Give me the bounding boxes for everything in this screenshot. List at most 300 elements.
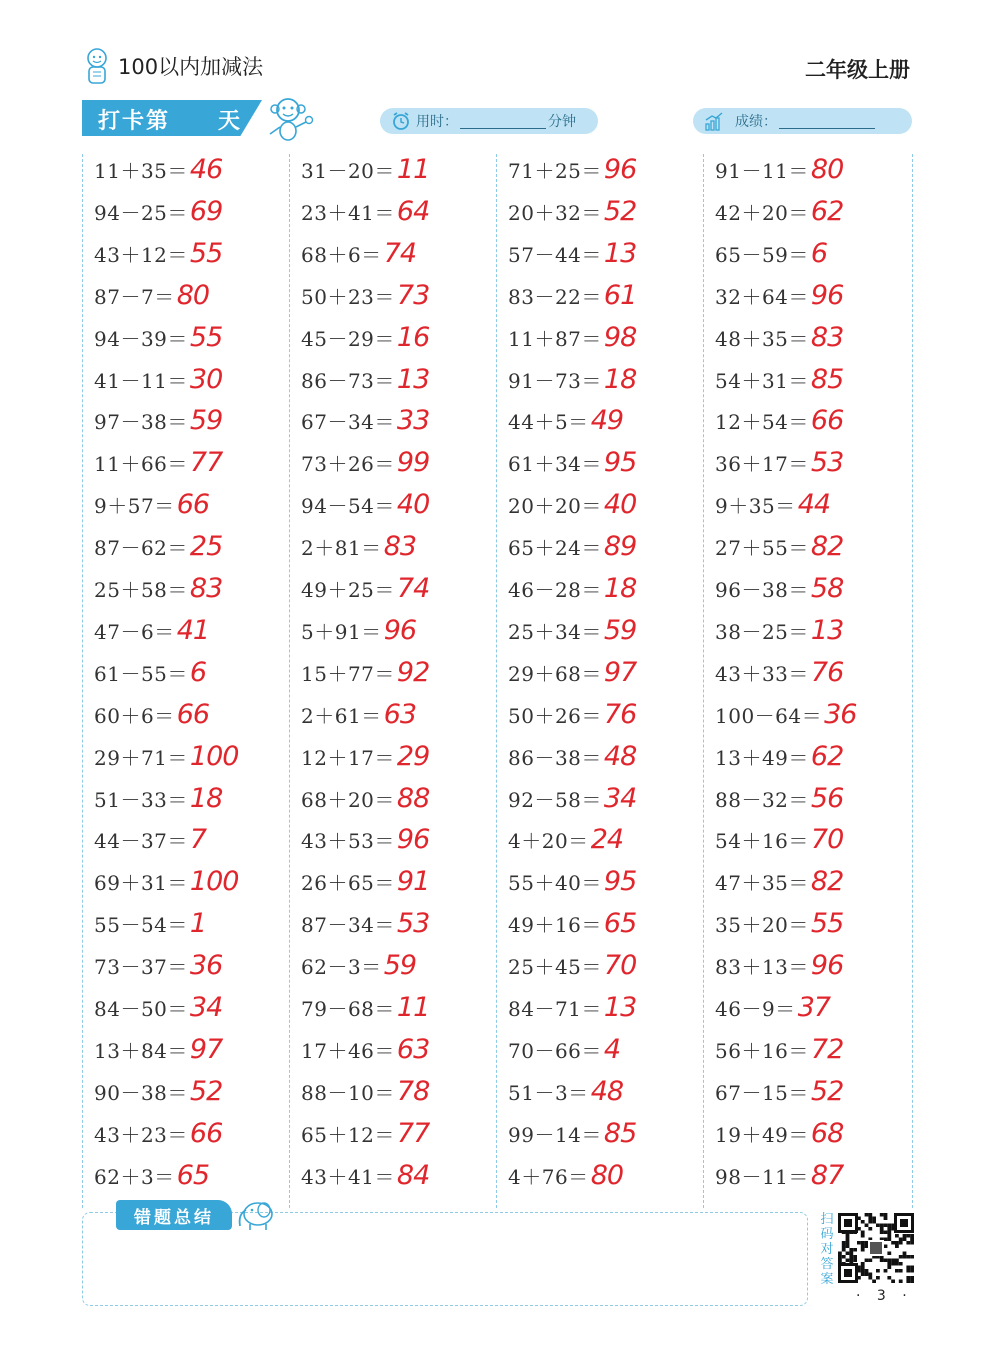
exercise-row xyxy=(715,741,843,783)
exercise-row xyxy=(715,531,843,573)
equation: 65＋12＝ xyxy=(301,1122,395,1147)
exercise-row xyxy=(715,1076,843,1118)
exercise-row xyxy=(508,866,636,908)
daybar-day-word: 天 xyxy=(218,109,241,134)
handwritten-answer: 96 xyxy=(396,824,430,856)
exercise-row xyxy=(508,531,636,573)
exercise-row xyxy=(301,1076,429,1118)
handwritten-answer: 30 xyxy=(189,363,223,395)
equation: 54＋31＝ xyxy=(715,368,809,393)
equation: 67－34＝ xyxy=(301,410,395,435)
exercise-row xyxy=(94,783,222,825)
equation: 41－11＝ xyxy=(94,368,188,393)
equation: 68＋6＝ xyxy=(301,242,382,267)
handwritten-answer: 61 xyxy=(603,279,637,311)
equation: 43＋23＝ xyxy=(94,1122,188,1147)
handwritten-answer: 66 xyxy=(176,698,210,730)
equation: 43＋12＝ xyxy=(94,242,188,267)
exercise-row xyxy=(94,280,209,322)
handwritten-answer: 40 xyxy=(396,489,430,521)
growth-chart-icon xyxy=(703,110,725,132)
handwritten-answer: 95 xyxy=(603,447,637,479)
lion-mascot-icon xyxy=(82,46,112,86)
exercise-row xyxy=(508,1076,623,1118)
equation: 25＋45＝ xyxy=(508,955,602,980)
equation: 13＋49＝ xyxy=(715,745,809,770)
equation: 61＋34＝ xyxy=(508,452,602,477)
handwritten-answer: 83 xyxy=(383,531,417,563)
handwritten-answer: 100 xyxy=(189,740,239,772)
handwritten-answer: 59 xyxy=(603,614,637,646)
handwritten-answer: 76 xyxy=(810,656,844,688)
exercise-row xyxy=(715,657,843,699)
equation: 19＋49＝ xyxy=(715,1122,809,1147)
equation: 50＋26＝ xyxy=(508,703,602,728)
exercise-row xyxy=(94,405,222,447)
exercise-row xyxy=(94,1118,222,1160)
handwritten-answer: 59 xyxy=(383,950,417,982)
equation: 92－58＝ xyxy=(508,787,602,812)
handwritten-answer: 59 xyxy=(189,405,223,437)
handwritten-answer: 34 xyxy=(603,782,637,814)
exercise-row xyxy=(301,699,416,741)
exercise-row xyxy=(94,1160,209,1202)
exercise-row xyxy=(508,950,636,992)
exercise-row xyxy=(715,992,830,1034)
handwritten-answer: 48 xyxy=(603,740,637,772)
handwritten-answer: 89 xyxy=(603,531,637,563)
equation: 70－66＝ xyxy=(508,1038,602,1063)
exercise-row xyxy=(508,447,636,489)
exercise-row xyxy=(94,573,222,615)
equation: 48＋35＝ xyxy=(715,326,809,351)
exercise-row xyxy=(301,1118,429,1160)
handwritten-answer: 37 xyxy=(797,992,831,1023)
exercise-row xyxy=(715,489,830,531)
equation: 31－20＝ xyxy=(301,159,395,183)
handwritten-answer: 24 xyxy=(590,824,624,856)
exercise-row xyxy=(715,196,843,238)
handwritten-answer: 65 xyxy=(603,908,637,940)
handwritten-answer: 36 xyxy=(189,950,223,982)
equation: 69＋31＝ xyxy=(94,871,188,896)
handwritten-answer: 11 xyxy=(396,154,430,185)
handwritten-answer: 25 xyxy=(189,531,223,563)
handwritten-answer: 13 xyxy=(603,237,637,269)
exercise-sheet xyxy=(82,154,914,1208)
exercise-row xyxy=(715,573,843,615)
handwritten-answer: 77 xyxy=(396,1117,430,1149)
handwritten-answer: 73 xyxy=(396,279,430,311)
equation: 62－3＝ xyxy=(301,955,382,980)
exercise-row xyxy=(94,238,222,280)
equation: 25＋34＝ xyxy=(508,619,602,644)
time-blank[interactable] xyxy=(460,114,546,129)
time-unit: 分钟 xyxy=(548,114,576,130)
exercise-row xyxy=(301,447,429,489)
equation: 5＋91＝ xyxy=(301,619,382,644)
handwritten-answer: 49 xyxy=(590,405,624,437)
handwritten-answer: 53 xyxy=(810,447,844,479)
exercise-row xyxy=(94,824,206,866)
equation: 4＋76＝ xyxy=(508,1164,589,1189)
handwritten-answer: 87 xyxy=(810,1159,844,1191)
exercise-row xyxy=(301,1034,429,1076)
exercise-row xyxy=(508,1034,620,1076)
handwritten-answer: 62 xyxy=(810,740,844,772)
handwritten-answer: 1 xyxy=(189,908,207,940)
exercise-row xyxy=(508,322,636,364)
equation: 49＋25＝ xyxy=(301,578,395,602)
handwritten-answer: 29 xyxy=(396,740,430,772)
handwritten-answer: 40 xyxy=(603,489,637,521)
exercise-row xyxy=(715,699,856,741)
handwritten-answer: 77 xyxy=(189,447,223,479)
handwritten-answer: 99 xyxy=(396,447,430,479)
time-field xyxy=(380,108,598,134)
handwritten-answer: 52 xyxy=(810,1075,844,1107)
exercise-row xyxy=(508,154,636,196)
handwritten-answer: 97 xyxy=(603,656,637,688)
grade-label: 二年级上册 xyxy=(805,58,910,82)
book-title: 100以内加减法 xyxy=(118,55,264,79)
handwritten-answer: 95 xyxy=(603,866,637,898)
exercise-row xyxy=(301,531,416,573)
handwritten-answer: 84 xyxy=(396,1159,430,1191)
handwritten-answer: 66 xyxy=(810,405,844,437)
column-divider xyxy=(82,154,83,1208)
exercise-row xyxy=(715,615,843,657)
equation: 87－7＝ xyxy=(94,284,175,309)
equation: 47－6＝ xyxy=(94,619,175,644)
exercise-row xyxy=(301,1160,429,1202)
column-divider xyxy=(496,154,497,1208)
exercise-row xyxy=(301,238,416,280)
equation: 46－9＝ xyxy=(715,997,796,1021)
handwritten-answer: 58 xyxy=(810,573,844,604)
equation: 13＋84＝ xyxy=(94,1038,188,1063)
equation: 55＋40＝ xyxy=(508,871,602,896)
equation: 11＋87＝ xyxy=(508,326,602,351)
exercise-row xyxy=(94,615,209,657)
equation: 12＋54＝ xyxy=(715,410,809,435)
equation: 97－38＝ xyxy=(94,410,188,435)
equation: 47＋35＝ xyxy=(715,871,809,896)
handwritten-answer: 70 xyxy=(810,824,844,856)
handwritten-answer: 85 xyxy=(810,363,844,395)
equation: 43＋33＝ xyxy=(715,661,809,686)
handwritten-answer: 63 xyxy=(396,1033,430,1065)
handwritten-answer: 82 xyxy=(810,531,844,563)
equation: 96－38＝ xyxy=(715,578,809,602)
page-number: · 3 · xyxy=(856,1288,913,1304)
equation: 73－37＝ xyxy=(94,955,188,980)
exercise-row xyxy=(508,699,636,741)
handwritten-answer: 62 xyxy=(810,195,844,227)
handwritten-answer: 66 xyxy=(176,489,210,521)
equation: 67－15＝ xyxy=(715,1080,809,1105)
handwritten-answer: 100 xyxy=(189,866,239,898)
exercise-row xyxy=(301,657,429,699)
exercise-row xyxy=(301,992,429,1034)
exercise-row xyxy=(508,489,636,531)
equation: 11＋66＝ xyxy=(94,452,188,477)
equation: 20＋20＝ xyxy=(508,494,602,519)
exercise-row xyxy=(508,657,636,699)
equation: 79－68＝ xyxy=(301,997,395,1021)
handwritten-answer: 85 xyxy=(603,1117,637,1149)
score-field xyxy=(693,108,912,134)
column-divider xyxy=(289,154,290,1208)
exercise-row xyxy=(301,824,429,866)
alarm-clock-icon xyxy=(390,110,412,132)
handwritten-answer: 18 xyxy=(603,573,637,604)
handwritten-answer: 11 xyxy=(396,992,430,1023)
exercise-row xyxy=(301,615,416,657)
handwritten-answer: 55 xyxy=(810,908,844,940)
handwritten-answer: 80 xyxy=(590,1159,624,1191)
header-left xyxy=(82,44,263,88)
exercise-row xyxy=(94,1034,222,1076)
equation: 9＋57＝ xyxy=(94,494,175,519)
daybar-label: 打卡第 xyxy=(98,109,171,134)
equation: 100－64＝ xyxy=(715,703,823,728)
equation: 29＋68＝ xyxy=(508,661,602,686)
handwritten-answer: 56 xyxy=(810,782,844,814)
exercise-row xyxy=(508,824,623,866)
exercise-row xyxy=(301,364,429,406)
exercise-row xyxy=(301,950,416,992)
exercise-row xyxy=(508,992,636,1034)
equation: 83＋13＝ xyxy=(715,955,809,980)
exercise-row xyxy=(301,154,429,196)
equation: 91－11＝ xyxy=(715,159,809,183)
equation: 42＋20＝ xyxy=(715,200,809,225)
handwritten-answer: 76 xyxy=(603,698,637,730)
equation: 87－62＝ xyxy=(94,536,188,561)
handwritten-answer: 52 xyxy=(189,1075,223,1107)
equation: 54＋16＝ xyxy=(715,829,809,854)
equation: 29＋71＝ xyxy=(94,745,188,770)
exercise-row xyxy=(508,1160,623,1202)
exercise-row xyxy=(715,447,843,489)
exercise-row xyxy=(508,196,636,238)
exercise-row xyxy=(94,992,222,1034)
exercise-row xyxy=(508,615,636,657)
handwritten-answer: 83 xyxy=(810,321,844,353)
exercise-row xyxy=(715,1160,843,1202)
equation: 51－3＝ xyxy=(508,1080,589,1105)
exercise-row xyxy=(94,908,206,950)
equation: 90－38＝ xyxy=(94,1080,188,1105)
exercise-row xyxy=(301,783,429,825)
equation: 84－50＝ xyxy=(94,997,188,1021)
column-divider xyxy=(912,154,913,1208)
handwritten-answer: 13 xyxy=(810,614,844,646)
handwritten-answer: 44 xyxy=(797,489,831,521)
equation: 35＋20＝ xyxy=(715,913,809,938)
equation: 88－32＝ xyxy=(715,787,809,812)
handwritten-answer: 16 xyxy=(396,321,430,353)
handwritten-answer: 96 xyxy=(383,614,417,646)
equation: 71＋25＝ xyxy=(508,159,602,183)
column-divider xyxy=(703,154,704,1208)
equation: 87－34＝ xyxy=(301,913,395,938)
exercise-row xyxy=(508,405,623,447)
handwritten-answer: 96 xyxy=(810,950,844,982)
equation: 94－25＝ xyxy=(94,200,188,225)
exercise-row xyxy=(508,1118,636,1160)
elephant-mascot-icon xyxy=(232,1196,278,1232)
handwritten-answer: 91 xyxy=(396,866,430,898)
equation: 98－11＝ xyxy=(715,1164,809,1189)
exercise-row xyxy=(715,238,827,280)
handwritten-answer: 68 xyxy=(810,1117,844,1149)
handwritten-answer: 64 xyxy=(396,195,430,227)
handwritten-answer: 55 xyxy=(189,237,223,269)
handwritten-answer: 34 xyxy=(189,992,223,1023)
handwritten-answer: 6 xyxy=(189,656,207,688)
equation: 43＋41＝ xyxy=(301,1164,395,1189)
equation: 44＋5＝ xyxy=(508,410,589,435)
score-label: 成绩： xyxy=(735,114,777,130)
handwritten-answer: 41 xyxy=(176,614,210,646)
equation: 9＋35＝ xyxy=(715,494,796,519)
handwritten-answer: 52 xyxy=(603,195,637,227)
equation: 20＋32＝ xyxy=(508,200,602,225)
equation: 68＋20＝ xyxy=(301,787,395,812)
exercise-row xyxy=(508,573,636,615)
exercise-row xyxy=(301,741,429,783)
handwritten-answer: 72 xyxy=(810,1033,844,1065)
equation: 62＋3＝ xyxy=(94,1164,175,1189)
handwritten-answer: 7 xyxy=(189,824,207,856)
equation: 38－25＝ xyxy=(715,619,809,644)
equation: 94－39＝ xyxy=(94,326,188,351)
exercise-row xyxy=(94,741,238,783)
handwritten-answer: 80 xyxy=(176,279,210,311)
handwritten-answer: 13 xyxy=(603,992,637,1023)
exercise-row xyxy=(508,908,636,950)
handwritten-answer: 65 xyxy=(176,1159,210,1191)
equation: 15＋77＝ xyxy=(301,661,395,686)
equation: 45－29＝ xyxy=(301,326,395,351)
exercise-row xyxy=(301,908,429,950)
handwritten-answer: 13 xyxy=(396,363,430,395)
exercise-row xyxy=(715,783,843,825)
equation: 50＋23＝ xyxy=(301,284,395,309)
exercise-row xyxy=(301,866,429,908)
equation: 51－33＝ xyxy=(94,787,188,812)
equation: 65＋24＝ xyxy=(508,536,602,561)
exercise-row xyxy=(301,322,429,364)
equation: 88－10＝ xyxy=(301,1080,395,1105)
exercise-row xyxy=(94,322,222,364)
monkey-mascot-icon xyxy=(262,94,316,142)
equation: 25＋58＝ xyxy=(94,578,188,602)
handwritten-answer: 83 xyxy=(189,573,223,604)
exercise-row xyxy=(94,364,222,406)
equation: 55－54＝ xyxy=(94,913,188,938)
score-blank[interactable] xyxy=(779,114,875,129)
time-label: 用时： xyxy=(416,114,458,130)
handwritten-answer: 69 xyxy=(189,195,223,227)
exercise-row xyxy=(715,154,843,196)
equation: 86－38＝ xyxy=(508,745,602,770)
handwritten-answer: 18 xyxy=(603,363,637,395)
exercise-row xyxy=(715,280,843,322)
handwritten-answer: 88 xyxy=(396,782,430,814)
handwritten-answer: 18 xyxy=(189,782,223,814)
equation: 12＋17＝ xyxy=(301,745,395,770)
handwritten-answer: 70 xyxy=(603,950,637,982)
exercise-row xyxy=(715,824,843,866)
exercise-row xyxy=(508,364,636,406)
handwritten-answer: 98 xyxy=(603,321,637,353)
handwritten-answer: 96 xyxy=(810,279,844,311)
handwritten-answer: 97 xyxy=(189,1033,223,1065)
equation: 94－54＝ xyxy=(301,494,395,519)
equation: 91－73＝ xyxy=(508,368,602,393)
exercise-row xyxy=(715,1118,843,1160)
exercise-row xyxy=(715,908,843,950)
equation: 73＋26＝ xyxy=(301,452,395,477)
exercise-row xyxy=(301,405,429,447)
exercise-row xyxy=(715,866,843,908)
equation: 2＋61＝ xyxy=(301,703,382,728)
exercise-row xyxy=(715,322,843,364)
equation: 61－55＝ xyxy=(94,661,188,686)
qr-code-icon[interactable] xyxy=(838,1213,914,1283)
handwritten-answer: 48 xyxy=(590,1075,624,1107)
equation: 65－59＝ xyxy=(715,242,809,267)
handwritten-answer: 96 xyxy=(603,154,637,185)
equation: 56＋16＝ xyxy=(715,1038,809,1063)
equation: 99－14＝ xyxy=(508,1122,602,1147)
handwritten-answer: 92 xyxy=(396,656,430,688)
exercise-row xyxy=(94,154,222,196)
exercise-row xyxy=(301,489,429,531)
exercise-row xyxy=(94,699,209,741)
error-summary-label: 错题总结 xyxy=(116,1200,232,1230)
equation: 4＋20＝ xyxy=(508,829,589,854)
equation: 84－71＝ xyxy=(508,997,602,1021)
exercise-row xyxy=(94,196,222,238)
exercise-row xyxy=(94,866,238,908)
handwritten-answer: 74 xyxy=(383,237,417,269)
exercise-row xyxy=(508,741,636,783)
handwritten-answer: 36 xyxy=(824,698,857,730)
handwritten-answer: 82 xyxy=(810,866,844,898)
equation: 46－28＝ xyxy=(508,578,602,602)
equation: 11＋35＝ xyxy=(94,159,188,183)
exercise-row xyxy=(94,657,206,699)
equation: 2＋81＝ xyxy=(301,536,382,561)
exercise-row xyxy=(508,280,636,322)
equation: 17＋46＝ xyxy=(301,1038,395,1063)
exercise-row xyxy=(508,238,636,280)
equation: 60＋6＝ xyxy=(94,703,175,728)
handwritten-answer: 33 xyxy=(396,405,430,437)
equation: 27＋55＝ xyxy=(715,536,809,561)
equation: 32＋64＝ xyxy=(715,284,809,309)
handwritten-answer: 46 xyxy=(189,154,223,185)
exercise-row xyxy=(94,489,209,531)
equation: 44－37＝ xyxy=(94,829,188,854)
exercise-row xyxy=(715,405,843,447)
equation: 26＋65＝ xyxy=(301,871,395,896)
scan-instruction: 扫码对答案 xyxy=(820,1212,834,1287)
